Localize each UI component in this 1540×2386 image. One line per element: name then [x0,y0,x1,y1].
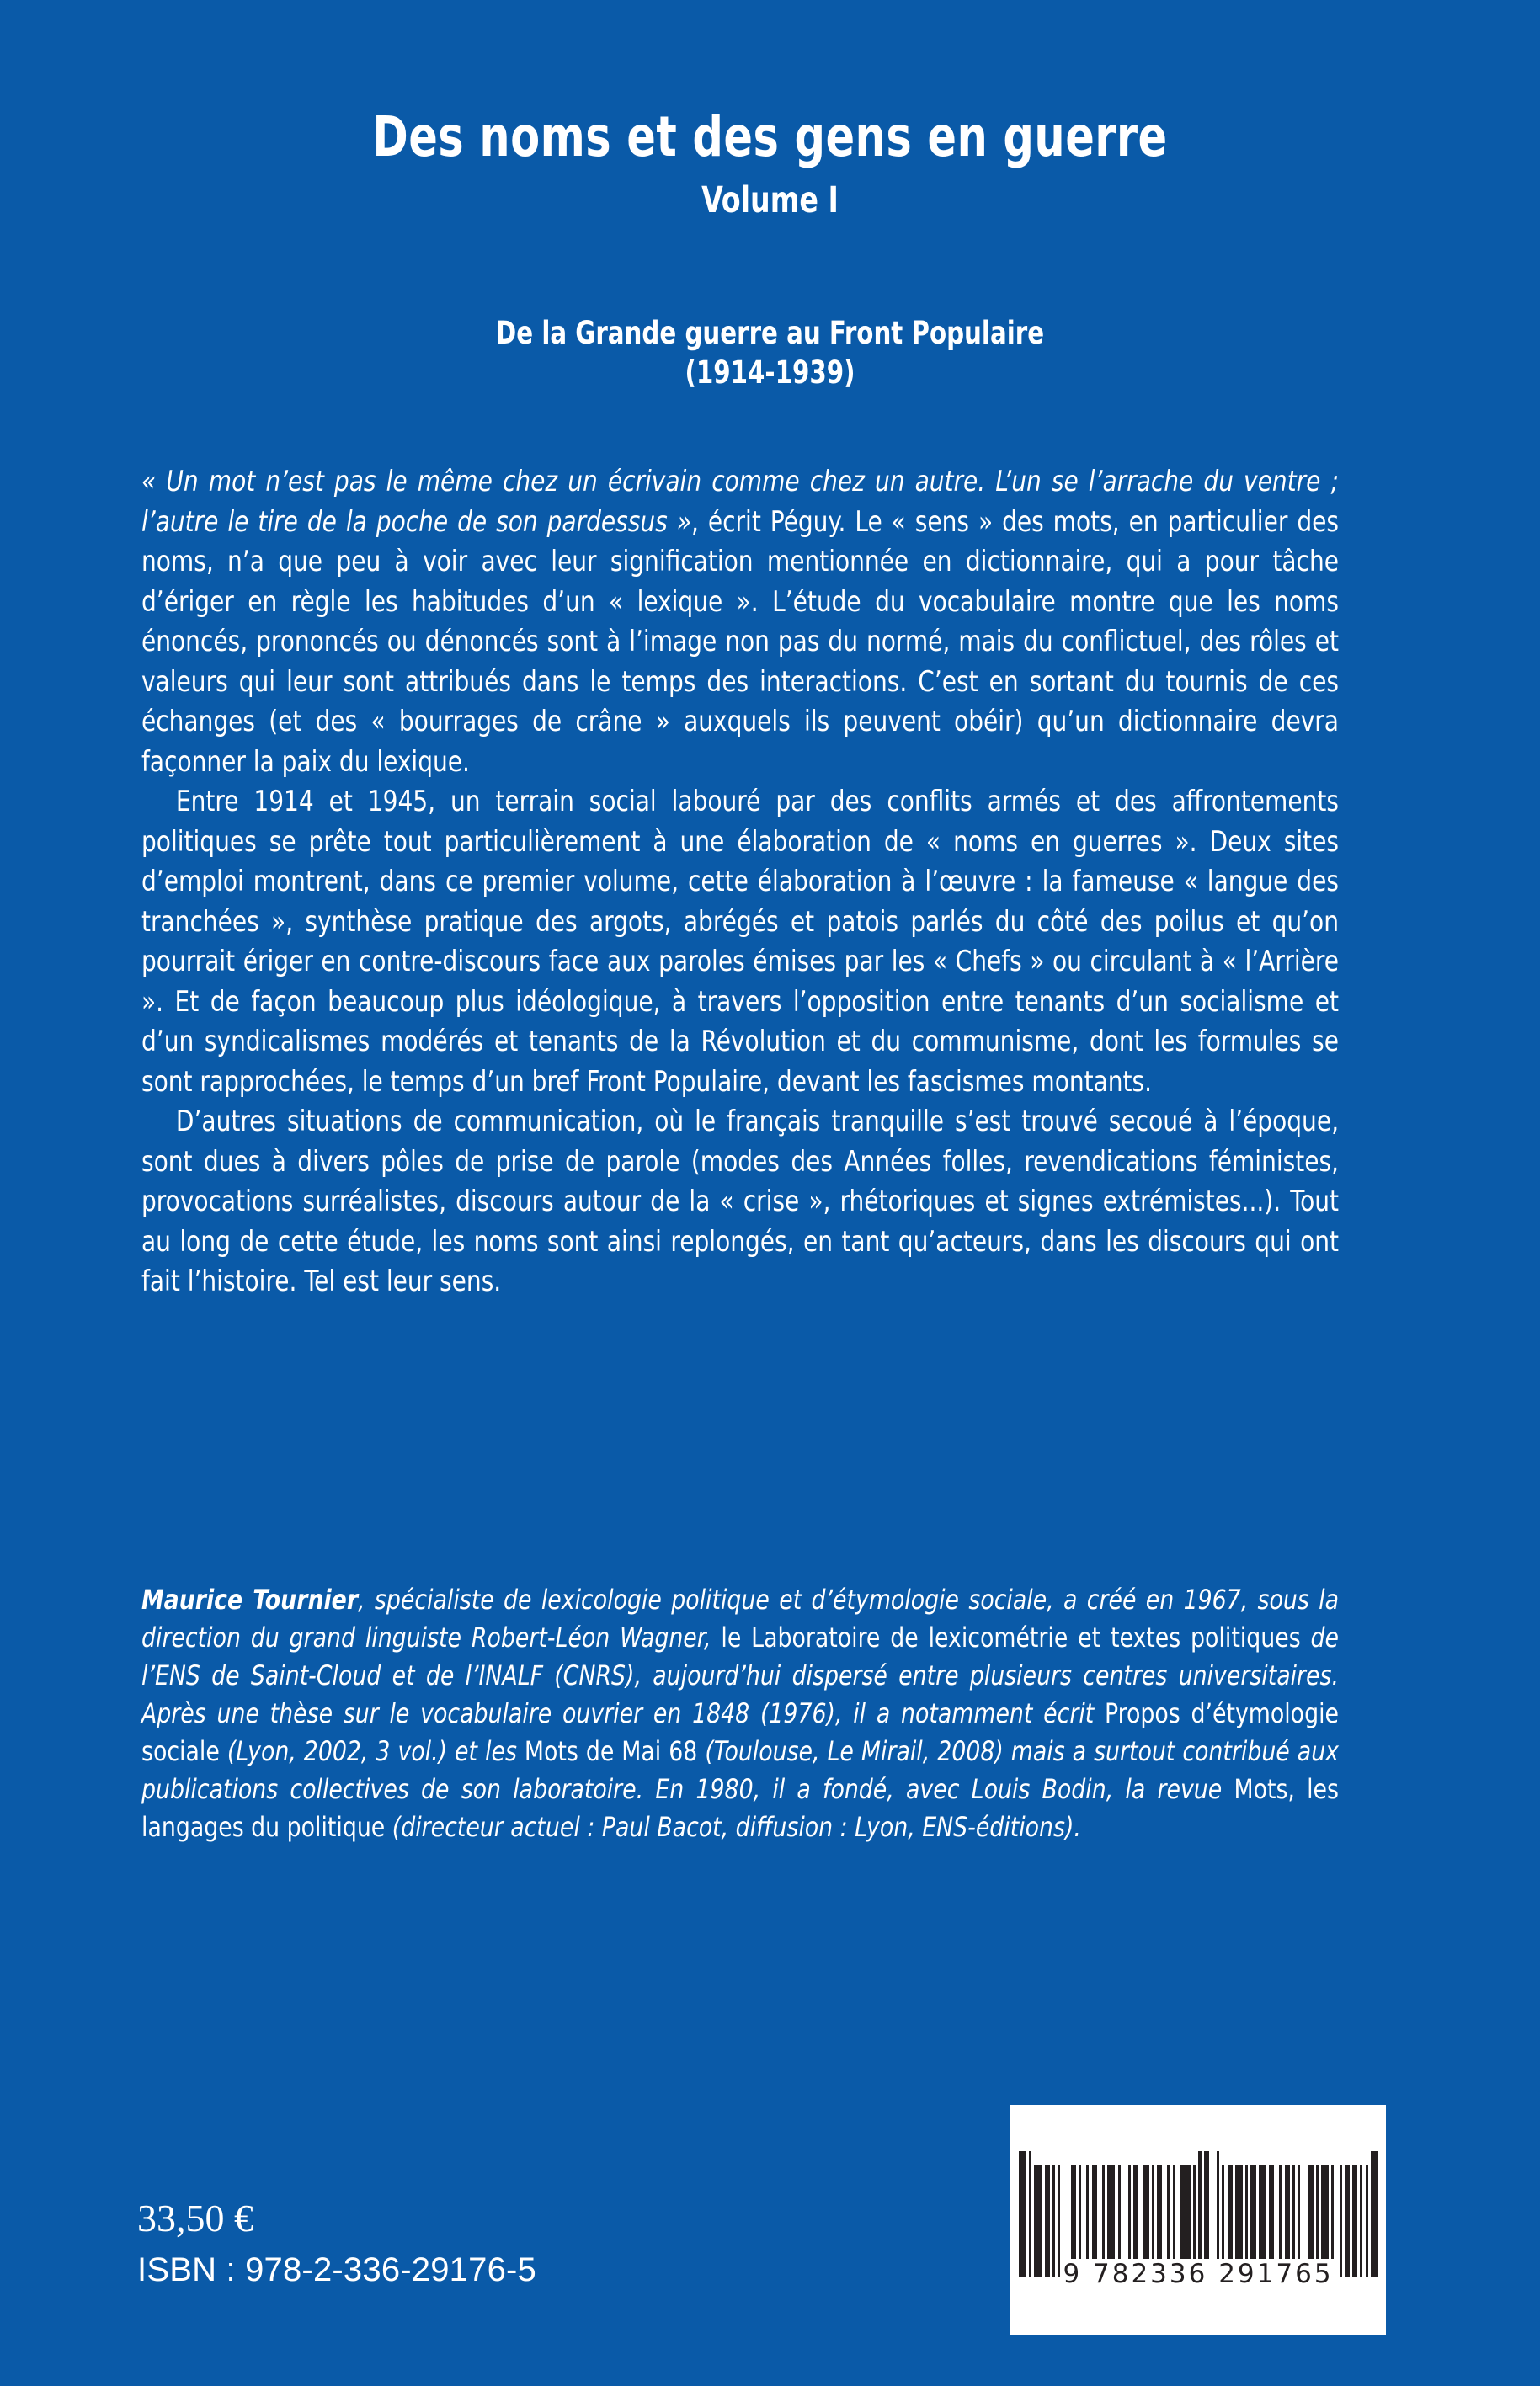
barcode-digits: 9 782336 291765 [1063,2259,1334,2289]
bio-seg-9: (directeur actuel : Paul Bacot, diffusion : Lyon, ENS-éditions). [392,1811,1081,1843]
bio-seg-4: Propos d’étymologie sociale [141,1697,1339,1767]
volume-label: Volume I [701,179,839,222]
author-name: Maurice Tournier [141,1584,359,1616]
barcode-inner [1010,2105,1386,2335]
blurb-p1-rest: , écrit Péguy. Le « sens » des mots, en particulier des noms, n’a que peu à voir avec leur signification mentionnée en dictionnaire, qui a pour tâche d’ériger en règle les habitudes d’un « lexique ». L’étude du vocabulaire montre que les noms énoncés, prononcés ou dénoncés sont à l’image non pas du normé, mais du conflictuel, des rôles et valeurs qui leur sont attribués dans le temps des interactions. C’est en sortant du tournis de ces échanges (et des « bourrages de crâne » auxquels ils peuvent obéir) qu’un dictionnaire devra façonner la paix du lexique. [141,504,1339,778]
blurb-paragraph-3: D’autres situations de communication, où le français tranquille s’est trouvé secoué à l’époque, sont dues à divers pôles de prise de parole (modes des Années folles, revendications féministes, provocations surréalistes, discours autour de la « crise », rhétoriques et signes extrémistes...). Tout au long de cette étude, les noms sont ainsi replongés, en tant qu’acteurs, dans les discours qui ont fait l’histoire. Tel est leur sens. [141,1105,1339,1297]
author-bio [141,1581,1339,1846]
bio-seg-2: le Laboratoire de lexicométrie et textes politiques [721,1622,1311,1654]
barcode [1010,2105,1386,2335]
page-title: Des noms et des gens en guerre [372,104,1168,169]
bio-seg-1: , spécialiste de lexicologie politique et d’étymologie sociale, a créé en 1967, sous la direction du grand linguiste Robert-Léon Wagner, [141,1584,1339,1654]
blurb-quote: « Un mot n’est pas le même chez un écrivain comme chez un autre. L’un se l’arrache du ventre ; l’autre le tire de la poche de son pardessus » [141,465,1339,538]
bio-seg-7: (Toulouse, Le Mirail, 2008) mais a surtout contribué aux publications collectives de son laboratoire. En 1980, il a fondé, avec Louis Bodin, la revue [141,1735,1340,1805]
blurb-text [141,461,1339,1302]
subtitle-line-2: (1914-1939) [685,354,855,391]
subtitle-line-1: De la Grande guerre au Front Populaire [495,315,1045,351]
bio-seg-5: (Lyon, 2002, 3 vol.) et les [226,1735,525,1767]
title-block [0,104,1540,222]
blurb-paragraph-1 [141,461,1339,781]
price-label: 33,50 € [137,2197,253,2240]
isbn-label: ISBN : 978-2-336-29176-5 [137,2251,536,2288]
blurb-paragraph-2: Entre 1914 et 1945, un terrain social labouré par des conflits armés et des affrontements politiques se prête tout particulièrement à une élaboration de « noms en guerres ». Deux sites d’emploi montrent, dans ce premier volume, cette élaboration à l’œuvre : la fameuse « langue des tranchées », synthèse pratique des argots, abrégés et patois parlés du côté des poilus et qu’on pourrait ériger en contre-discours face aux paroles émises par les « Chefs » ou circulant à « l’Arrière ». Et de façon beaucoup plus idéologique, à travers l’opposition entre tenants d’un socialisme et d’un syndicalismes modérés et tenants de la Révolution et du communisme, dont les formules se sont rapprochées, le temps d’un bref Front Populaire, devant les fascismes montants. [141,785,1339,1098]
subtitle-block [0,313,1540,393]
bio-seg-3: de l’ENS de Saint-Cloud et de l’INALF (CNRS), aujourd’hui dispersé entre plusieurs centres universitaires. Après une thèse sur le vocabulaire ouvrier en 1848 (1976), il a notamment écrit [141,1622,1339,1729]
bio-seg-8: Mots, les langages du politique [141,1773,1339,1843]
bio-seg-6: Mots de Mai 68 [524,1735,706,1767]
author-bio-paragraph [141,1581,1339,1846]
